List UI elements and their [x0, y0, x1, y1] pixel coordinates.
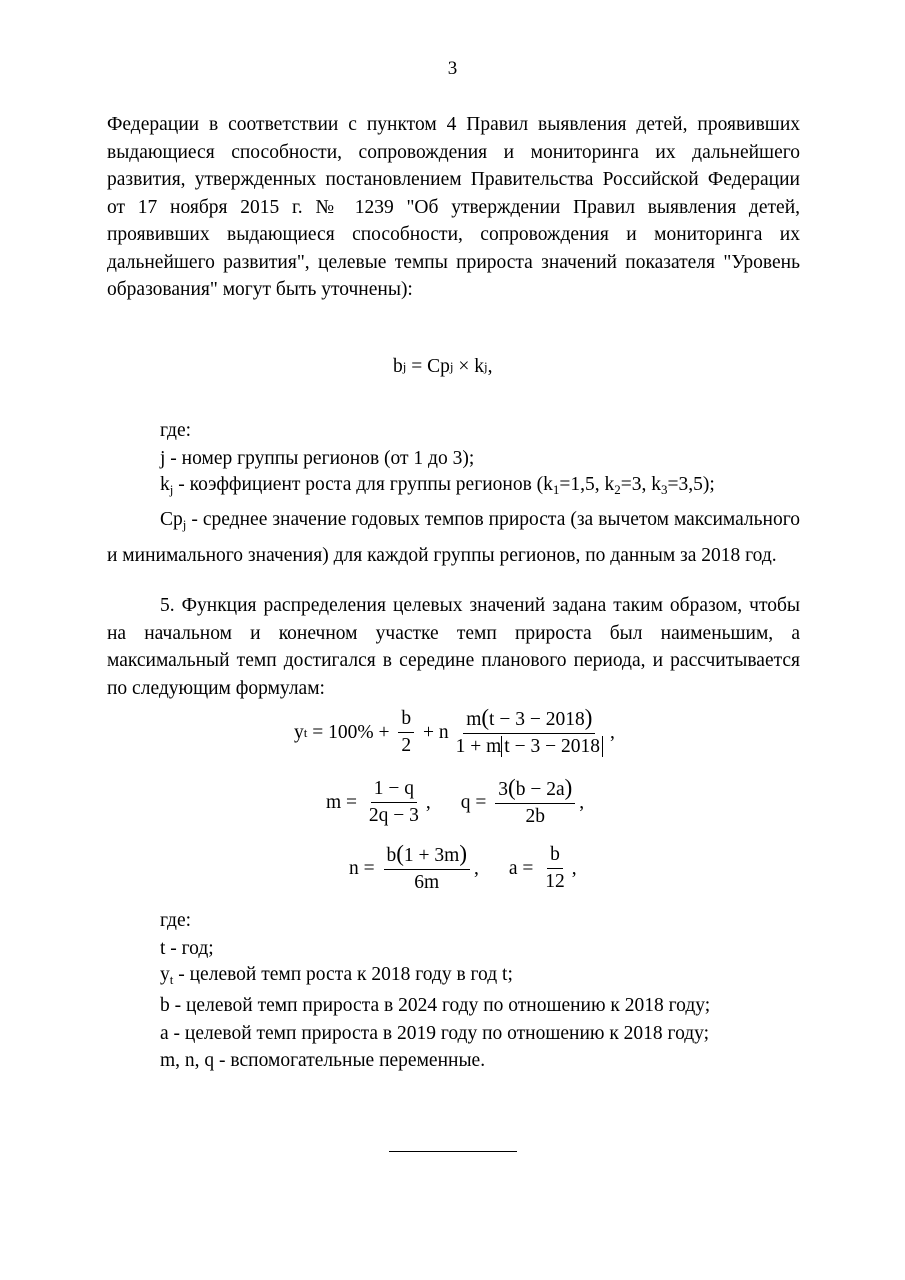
def-mnq: m, n, q - вспомогательные переменные. — [160, 1050, 486, 1071]
k3-sub: 3 — [661, 482, 668, 497]
num-m: m — [466, 709, 482, 730]
def-b: b - целевой темп прироста в 2024 году по отношению к 2018 году; — [160, 995, 711, 1016]
k2-symbol: k — [604, 474, 615, 495]
frac-num: b — [398, 707, 414, 733]
fraction-b-over-2 — [398, 707, 414, 758]
a-lhs: a = — [508, 857, 539, 879]
frac-den: 2 — [401, 735, 412, 756]
item-5-paragraph: 5. Функция распределения целевых значений задана таким образом, чтобы на начальном и конечном участке темп прироста был наименьшим, а максимальный темп достигался в середине планового периода, и рассчитывается по следующим формулам: — [107, 595, 800, 699]
k1-sub: 1 — [552, 482, 560, 497]
n-lhs: n = — [349, 857, 380, 879]
formula-end: , — [487, 356, 493, 377]
def-y — [160, 964, 513, 988]
where-label-2: где: — [160, 910, 192, 931]
fraction-q — [495, 776, 575, 829]
cp-symbol: Cp — [160, 509, 183, 530]
intro-paragraph: Федерации в соответствии с пунктом 4 Правил выявления детей, проявивших выдающиеся способности, сопровождения и мониторинга их дальнейшего развития, утвержденных постановлением Правительства Российской Федерации от 17 ноября 2015 г. № 1239 "Об утверждении Правил выявления детей, проявивших выдающиеся способности, сопровождения и мониторинга их дальнейшего развития", целевые темпы прироста значений показателя "Уровень образования" могут быть уточнены): — [107, 114, 800, 300]
q-num — [495, 776, 575, 804]
y-def-symbol: y — [160, 964, 170, 985]
page-number: 3 — [447, 58, 458, 79]
n-num-expr: 1 + 3m — [403, 845, 460, 866]
formula-b-sub: j — [402, 359, 407, 374]
fraction-m — [366, 777, 422, 828]
frac-main-den — [453, 734, 606, 759]
def-t: t - год; — [160, 938, 214, 959]
m-lhs: m = — [326, 791, 362, 813]
y-def-text: - целевой темп роста к 2018 году в год t; — [173, 964, 513, 985]
formula-b-j — [393, 356, 493, 378]
def-cp — [107, 504, 800, 571]
cp-def-text: - среднее значение годовых темпов прироста (за вычетом максимального и минимального значения) для каждой группы регионов, по данным за 2018 год. — [107, 509, 800, 566]
q-num-pre: 3 — [498, 779, 509, 800]
q-paren-open: ( — [508, 775, 516, 800]
q-num-expr: b − 2a — [515, 779, 565, 800]
formula-n-a — [349, 842, 577, 895]
y-end: , — [609, 721, 615, 743]
k1-symbol: k — [543, 474, 553, 495]
n-end: , — [474, 857, 479, 879]
k-symbol: k — [160, 474, 170, 495]
den-abs-expr: t − 3 − 2018 — [501, 736, 603, 757]
q-end: , — [579, 791, 585, 813]
y-lhs-tail: = 100% + — [307, 721, 395, 743]
fraction-main — [453, 706, 606, 759]
k1-value: =1,5, — [559, 474, 605, 495]
def-j: j - номер группы регионов (от 1 до 3); — [160, 448, 475, 469]
k2-sub: 2 — [614, 482, 621, 497]
q-paren-close: ) — [564, 775, 573, 800]
n-num-pre: b — [386, 845, 397, 866]
num-expr: t − 3 − 2018 — [489, 709, 585, 730]
a-num: b — [547, 843, 563, 869]
def-k — [160, 474, 715, 498]
plus-n: + n — [418, 721, 449, 743]
m-end: , — [425, 791, 431, 813]
y-symbol: y — [294, 721, 304, 743]
paren-close: ) — [584, 705, 593, 730]
formula-cp: Cp — [427, 356, 450, 377]
n-num — [384, 842, 471, 870]
k-sub: j — [169, 482, 174, 497]
def-a: a - целевой темп прироста в 2019 году по отношению к 2018 году; — [160, 1023, 710, 1044]
formula-cp-sub: j — [449, 359, 454, 374]
m-den: 2q − 3 — [368, 805, 419, 826]
k-def-text: - коэффициент роста для группы регионов ( — [173, 474, 544, 495]
m-num: 1 − q — [371, 777, 417, 803]
n-paren-close: ) — [459, 841, 468, 866]
paren-open: ( — [481, 705, 490, 730]
y-def-sub: t — [169, 972, 174, 987]
formula-k: k — [474, 356, 485, 377]
formula-m-q — [326, 776, 584, 829]
formula-eq: = — [406, 356, 428, 377]
where-label-1: где: — [160, 420, 192, 441]
y-sub: t — [303, 724, 308, 740]
cp-sub: j — [182, 517, 187, 532]
formula-times: × — [453, 356, 475, 377]
frac-main-num — [463, 706, 595, 734]
k3-value: =3,5); — [667, 474, 715, 495]
k3-symbol: k — [651, 474, 662, 495]
fraction-a — [542, 843, 568, 894]
q-lhs: q = — [460, 791, 492, 813]
n-den: 6m — [414, 872, 440, 893]
q-den: 2b — [525, 806, 546, 827]
formula-y-t — [294, 706, 615, 759]
n-paren-open: ( — [396, 841, 404, 866]
a-end: , — [571, 857, 577, 879]
formula-b: b — [393, 356, 403, 377]
a-den: 12 — [545, 871, 565, 892]
formula-k-sub: j — [484, 359, 488, 374]
footer-rule — [389, 1151, 517, 1152]
k2-value: =3, — [620, 474, 652, 495]
fraction-n — [384, 842, 471, 895]
den-pre: 1 + m — [455, 736, 502, 757]
